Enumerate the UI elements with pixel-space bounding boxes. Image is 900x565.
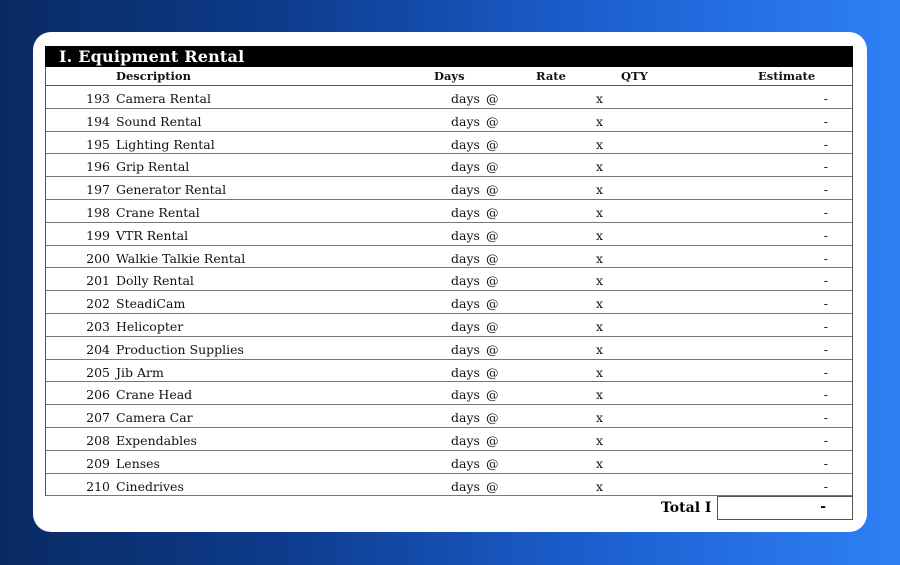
budget-sheet	[45, 46, 853, 520]
line-description: Lenses	[116, 455, 160, 471]
table-row	[46, 223, 852, 246]
qty-multiplier: x	[596, 136, 604, 152]
line-number: 199	[86, 227, 110, 243]
line-estimate: -	[823, 364, 828, 380]
days-label: days	[451, 318, 480, 334]
line-number: 193	[86, 91, 110, 106]
qty-multiplier: x	[596, 204, 604, 220]
line-description: Expendables	[116, 432, 197, 448]
rate-at-symbol: @	[486, 341, 499, 357]
column-qty: QTY	[621, 69, 648, 83]
table-row	[46, 154, 852, 177]
table-row	[46, 86, 852, 109]
line-estimate: -	[823, 91, 828, 106]
line-number: 197	[86, 182, 110, 198]
line-number: 194	[86, 113, 110, 129]
table-row	[46, 428, 852, 451]
qty-multiplier: x	[596, 227, 604, 243]
days-label: days	[451, 113, 480, 129]
line-description: VTR Rental	[116, 227, 189, 243]
total-value: -	[820, 499, 826, 516]
rate-at-symbol: @	[486, 204, 499, 220]
rate-at-symbol: @	[486, 410, 499, 426]
line-description: Helicopter	[116, 318, 184, 334]
line-number: 202	[86, 296, 110, 312]
qty-multiplier: x	[596, 478, 604, 494]
column-estimate: Estimate	[758, 69, 816, 83]
table-row	[46, 382, 852, 405]
line-estimate: -	[823, 341, 828, 357]
rate-at-symbol: @	[486, 250, 499, 266]
rate-at-symbol: @	[486, 364, 499, 380]
line-estimate: -	[823, 455, 828, 471]
line-number: 210	[86, 478, 110, 494]
rate-at-symbol: @	[486, 159, 499, 175]
line-number: 200	[86, 250, 110, 266]
days-label: days	[451, 364, 480, 380]
line-estimate: -	[823, 410, 828, 426]
table-row	[46, 177, 852, 200]
qty-multiplier: x	[596, 250, 604, 266]
total-box	[717, 496, 853, 520]
line-description: SteadiCam	[116, 296, 186, 312]
rate-at-symbol: @	[486, 91, 499, 106]
line-number: 205	[86, 364, 110, 380]
line-number: 204	[86, 341, 110, 357]
line-description: Sound Rental	[116, 113, 202, 129]
table-row	[46, 337, 852, 360]
days-label: days	[451, 296, 480, 312]
line-estimate: -	[823, 159, 828, 175]
document-card	[33, 32, 867, 532]
total-label: Total I	[661, 500, 712, 517]
days-label: days	[451, 159, 480, 175]
table-row	[46, 132, 852, 155]
table-row	[46, 451, 852, 474]
qty-multiplier: x	[596, 91, 604, 106]
line-estimate: -	[823, 318, 828, 334]
table-row	[46, 405, 852, 428]
table-row	[46, 246, 852, 269]
line-description: Crane Head	[116, 387, 193, 403]
line-estimate: -	[823, 432, 828, 448]
line-estimate: -	[823, 113, 828, 129]
line-description: Camera Rental	[116, 91, 212, 106]
line-estimate: -	[823, 136, 828, 152]
line-number: 208	[86, 432, 110, 448]
qty-multiplier: x	[596, 364, 604, 380]
line-description: Production Supplies	[116, 341, 244, 357]
rate-at-symbol: @	[486, 182, 499, 198]
line-description: Cinedrives	[116, 478, 184, 494]
rate-at-symbol: @	[486, 318, 499, 334]
line-estimate: -	[823, 204, 828, 220]
line-number: 198	[86, 204, 110, 220]
table-row	[46, 360, 852, 383]
rate-at-symbol: @	[486, 432, 499, 448]
days-label: days	[451, 432, 480, 448]
column-days: Days	[434, 69, 465, 83]
table-row	[46, 109, 852, 132]
line-estimate: -	[823, 296, 828, 312]
qty-multiplier: x	[596, 410, 604, 426]
rate-at-symbol: @	[486, 478, 499, 494]
rate-at-symbol: @	[486, 455, 499, 471]
table-row	[46, 200, 852, 223]
line-number: 195	[86, 136, 110, 152]
line-estimate: -	[823, 182, 828, 198]
line-description: Grip Rental	[116, 159, 190, 175]
days-label: days	[451, 182, 480, 198]
line-description: Camera Car	[116, 410, 193, 426]
total-row	[45, 496, 853, 520]
days-label: days	[451, 387, 480, 403]
column-header-row	[45, 67, 853, 86]
rate-at-symbol: @	[486, 227, 499, 243]
days-label: days	[451, 204, 480, 220]
line-number: 203	[86, 318, 110, 334]
line-description: Jib Arm	[116, 364, 164, 380]
table-row	[46, 291, 852, 314]
days-label: days	[451, 410, 480, 426]
rate-at-symbol: @	[486, 136, 499, 152]
days-label: days	[451, 250, 480, 266]
qty-multiplier: x	[596, 113, 604, 129]
rate-at-symbol: @	[486, 387, 499, 403]
rate-at-symbol: @	[486, 296, 499, 312]
days-label: days	[451, 273, 480, 289]
rate-at-symbol: @	[486, 273, 499, 289]
line-number: 207	[86, 410, 110, 426]
column-rate: Rate	[536, 69, 566, 83]
days-label: days	[451, 478, 480, 494]
line-number: 201	[86, 273, 110, 289]
days-label: days	[451, 341, 480, 357]
line-estimate: -	[823, 273, 828, 289]
qty-multiplier: x	[596, 341, 604, 357]
line-estimate: -	[823, 250, 828, 266]
qty-multiplier: x	[596, 318, 604, 334]
line-description: Dolly Rental	[116, 273, 194, 289]
qty-multiplier: x	[596, 159, 604, 175]
line-description: Crane Rental	[116, 204, 200, 220]
days-label: days	[451, 455, 480, 471]
qty-multiplier: x	[596, 387, 604, 403]
line-items	[45, 86, 853, 496]
line-estimate: -	[823, 478, 828, 494]
line-description: Lighting Rental	[116, 136, 215, 152]
qty-multiplier: x	[596, 432, 604, 448]
line-number: 209	[86, 455, 110, 471]
section-title: I. Equipment Rental	[45, 46, 853, 67]
table-row	[46, 314, 852, 337]
line-number: 206	[86, 387, 110, 403]
table-row	[46, 474, 852, 497]
qty-multiplier: x	[596, 455, 604, 471]
qty-multiplier: x	[596, 296, 604, 312]
column-description: Description	[116, 69, 191, 83]
qty-multiplier: x	[596, 273, 604, 289]
line-estimate: -	[823, 227, 828, 243]
line-number: 196	[86, 159, 110, 175]
line-estimate: -	[823, 387, 828, 403]
days-label: days	[451, 227, 480, 243]
line-description: Walkie Talkie Rental	[116, 250, 246, 266]
table-row	[46, 268, 852, 291]
days-label: days	[451, 91, 480, 106]
rate-at-symbol: @	[486, 113, 499, 129]
qty-multiplier: x	[596, 182, 604, 198]
days-label: days	[451, 136, 480, 152]
line-description: Generator Rental	[116, 182, 227, 198]
